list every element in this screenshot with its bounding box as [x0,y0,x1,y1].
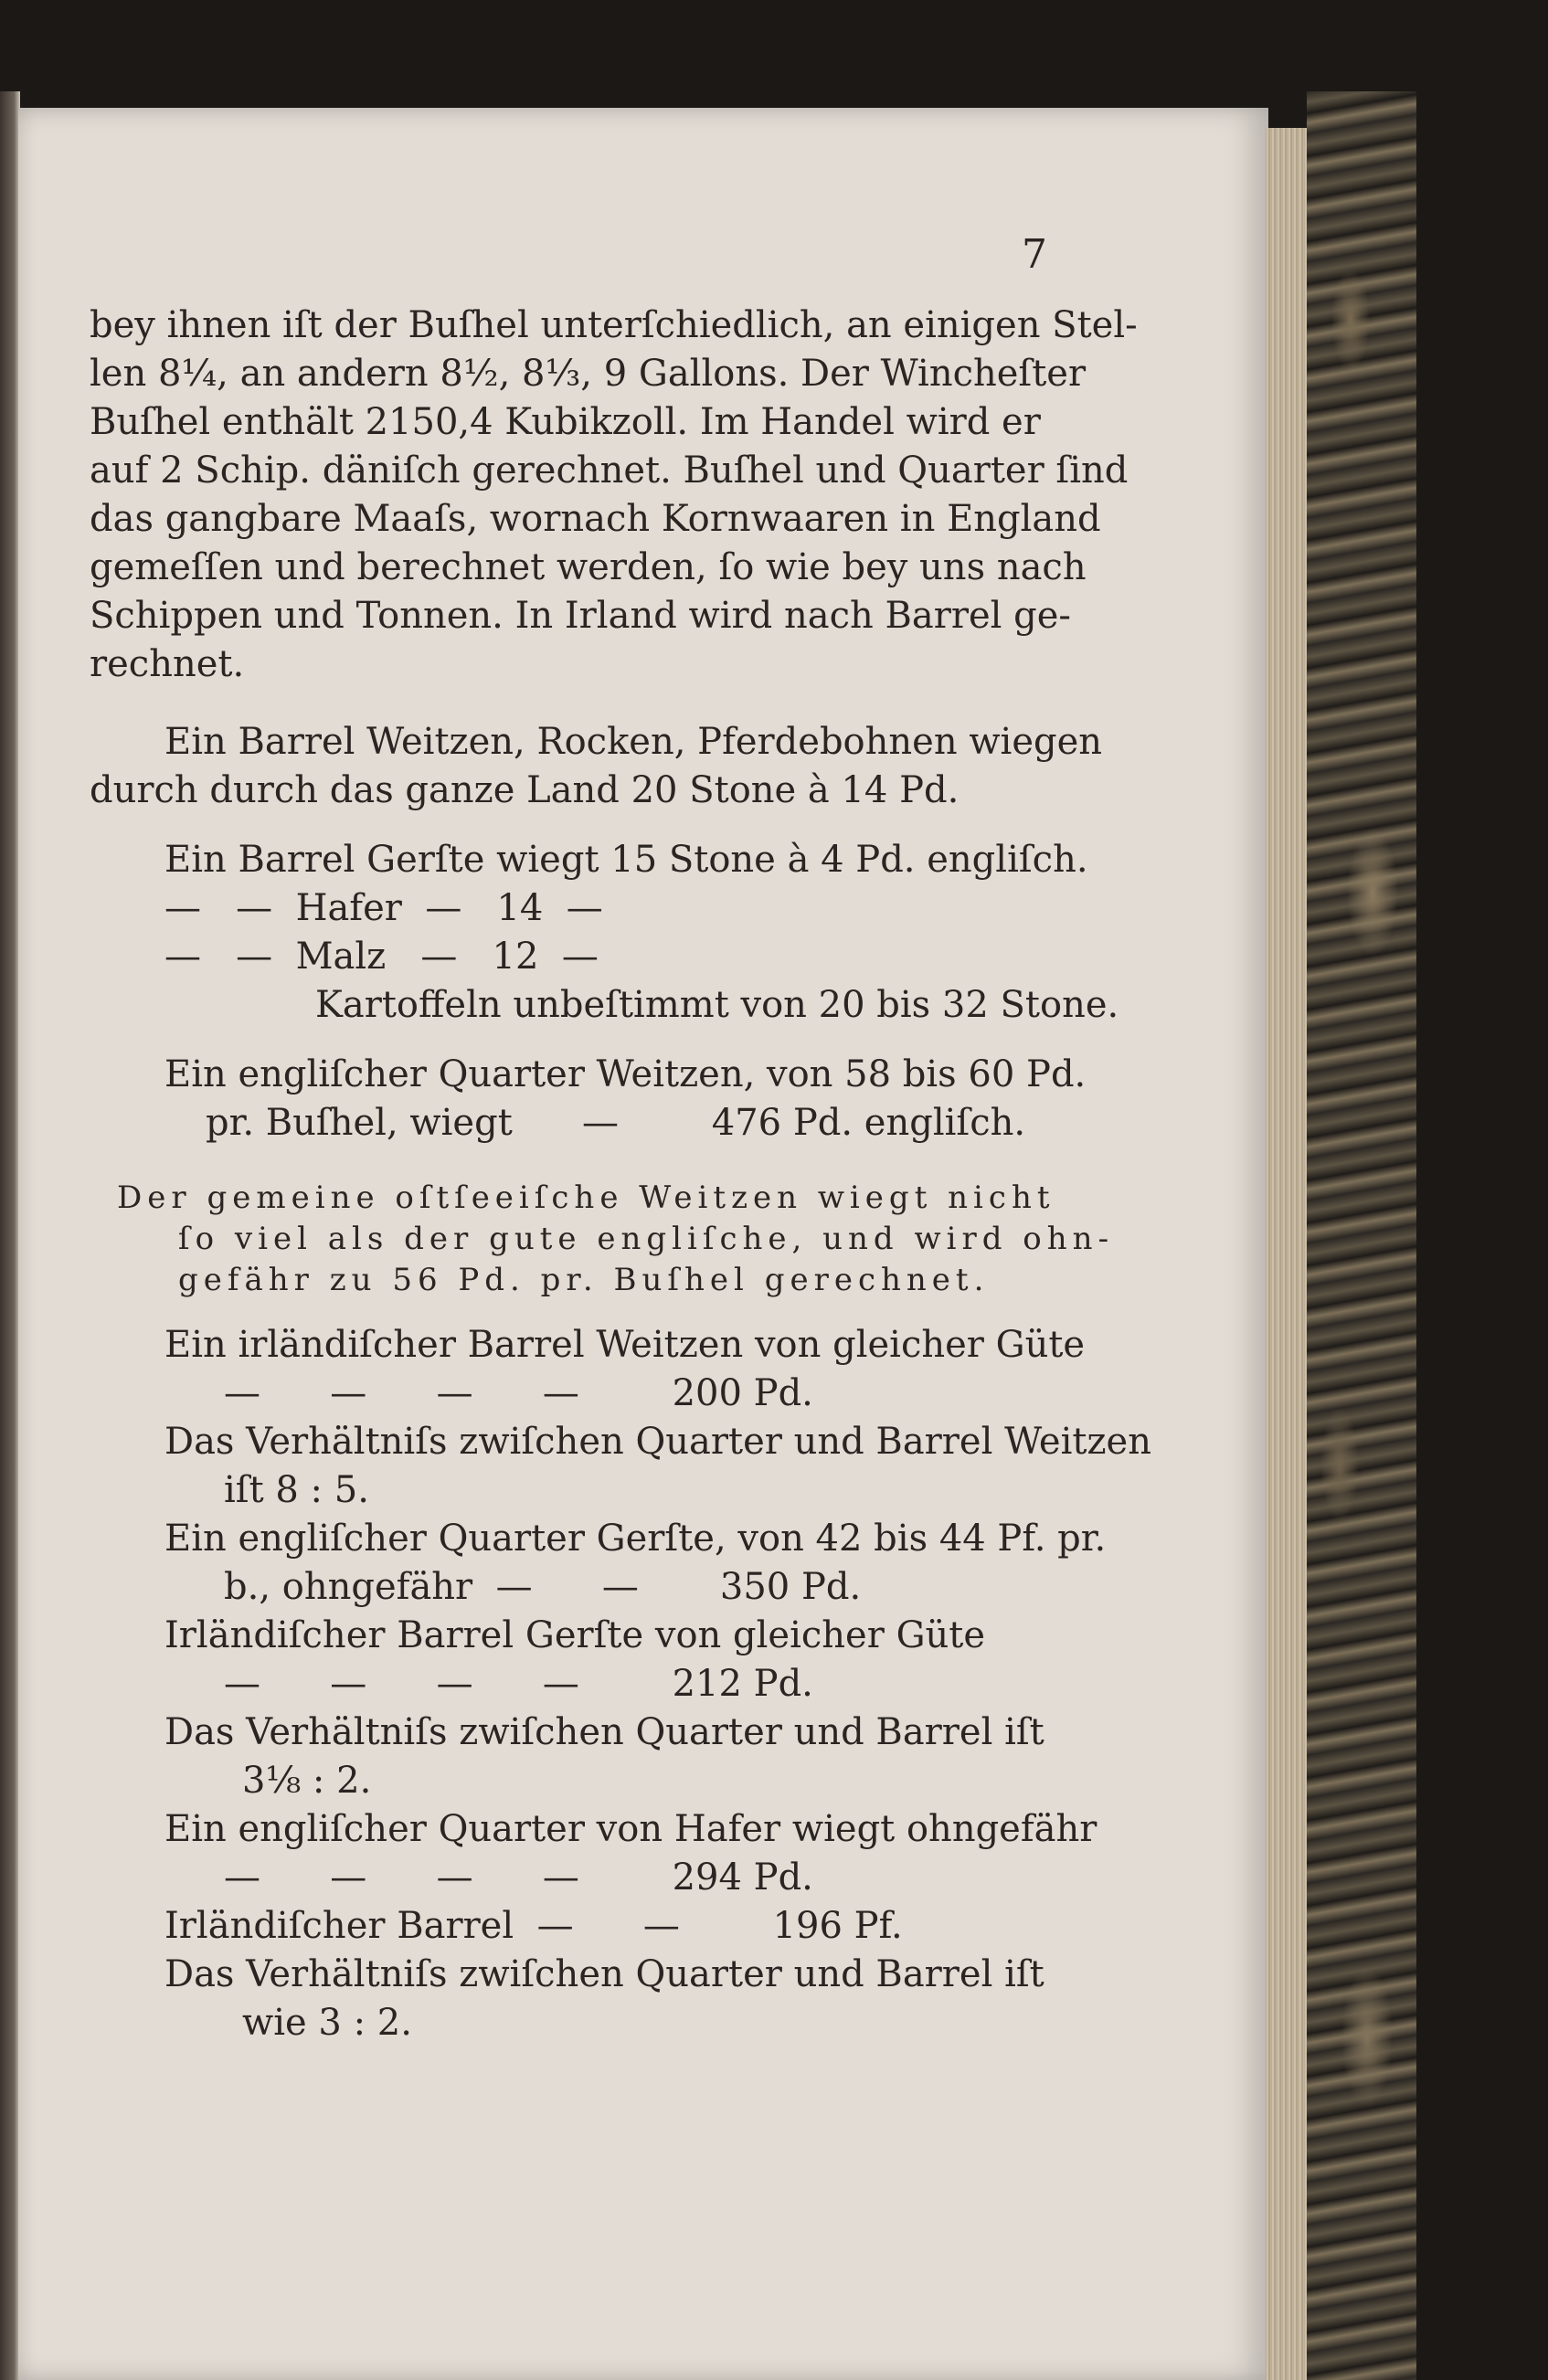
block-6-line-10: 3⅛ : 2. [242,1760,372,1802]
block-6-line-11: Ein engliſcher Quarter von Hafer wiegt ohngefähr [164,1808,1097,1850]
marbled-cover-edge [1307,91,1416,2380]
paragraph-1-line-8: rechnet. [90,643,245,685]
block-4-line-2: pr. Buſhel, wiegt — 476 Pd. engliſch. [206,1102,1026,1144]
block-6-line-3: Das Verhältniſs zwiſchen Quarter und Barrel Weitzen [164,1421,1151,1463]
block-6-line-7: Irländiſcher Barrel Gerſte von gleicher Güte [164,1614,986,1656]
block-4-line-1: Ein engliſcher Quarter Weitzen, von 58 bis 60 Pd. [164,1053,1087,1095]
block-6-line-15: wie 3 : 2. [242,2002,412,2044]
block-5-line-1: Der gemeine oſtſeeiſche Weitzen wiegt nicht [117,1179,1055,1216]
paragraph-1-line-5: das gangbare Maaſs, wornach Kornwaaren in England [90,498,1101,540]
block-6-line-9: Das Verhältniſs zwiſchen Quarter und Barrel iſt [164,1711,1044,1753]
block-6-line-13: Irländiſcher Barrel — — 196 Pf. [164,1905,903,1947]
paragraph-1-line-3: Buſhel enthält 2150,4 Kubikzoll. Im Handel wird er [90,401,1041,443]
block-3-line-3: — — Malz — 12 — [164,936,599,978]
block-6-line-5: Ein engliſcher Quarter Gerſte, von 42 bis 44 Pf. pr. [164,1518,1107,1560]
block-6-line-14: Das Verhältniſs zwiſchen Quarter und Barrel iſt [164,1953,1044,1995]
block-6-line-8: — — — — 212 Pd. [224,1663,813,1705]
paragraph-1-line-6: gemeſſen und berechnet werden, ſo wie bey uns nach [90,546,1087,588]
block-5-line-3: gefähr zu 56 Pd. pr. Buſhel gerechnet. [178,1262,990,1298]
paragraph-2-line-1: Ein Barrel Weitzen, Rocken, Pferdebohnen wiegen [164,721,1103,763]
block-3-line-1: Ein Barrel Gerſte wiegt 15 Stone à 4 Pd. engliſch. [164,839,1088,881]
book-spine-edge [0,91,20,2380]
block-5-line-2: ſo viel als der gute engliſche, und wird ohn- [178,1221,1115,1257]
paragraph-2-line-2: durch durch das ganze Land 20 Stone à 14 Pd. [90,769,960,811]
paragraph-1-line-7: Schippen und Tonnen. In Irland wird nach Barrel ge- [90,595,1071,637]
paragraph-1-line-2: len 8¼, an andern 8½, 8⅓, 9 Gallons. Der Wincheſter [90,353,1087,395]
block-6-line-4: iſt 8 : 5. [224,1469,369,1511]
block-6-line-6: b., ohngefähr — — 350 Pd. [224,1566,862,1608]
block-6-line-1: Ein irländiſcher Barrel Weitzen von gleicher Güte [164,1324,1086,1366]
block-3-line-2: — — Hafer — 14 — [164,887,603,929]
page-number: 7 [1022,231,1047,278]
block-6-line-12: — — — — 294 Pd. [224,1856,813,1899]
block-6-line-2: — — — — 200 Pd. [224,1372,813,1414]
paragraph-1-line-1: bey ihnen iſt der Buſhel unterſchiedlich, an einigen Stel- [90,304,1138,346]
block-3-line-4: Kartoffeln unbeſtimmt von 20 bis 32 Stone. [315,984,1119,1026]
paragraph-1-line-4: auf 2 Schip. däniſch gerechnet. Buſhel und Quarter ſind [90,450,1129,492]
page-block-edge [1266,128,1307,2380]
